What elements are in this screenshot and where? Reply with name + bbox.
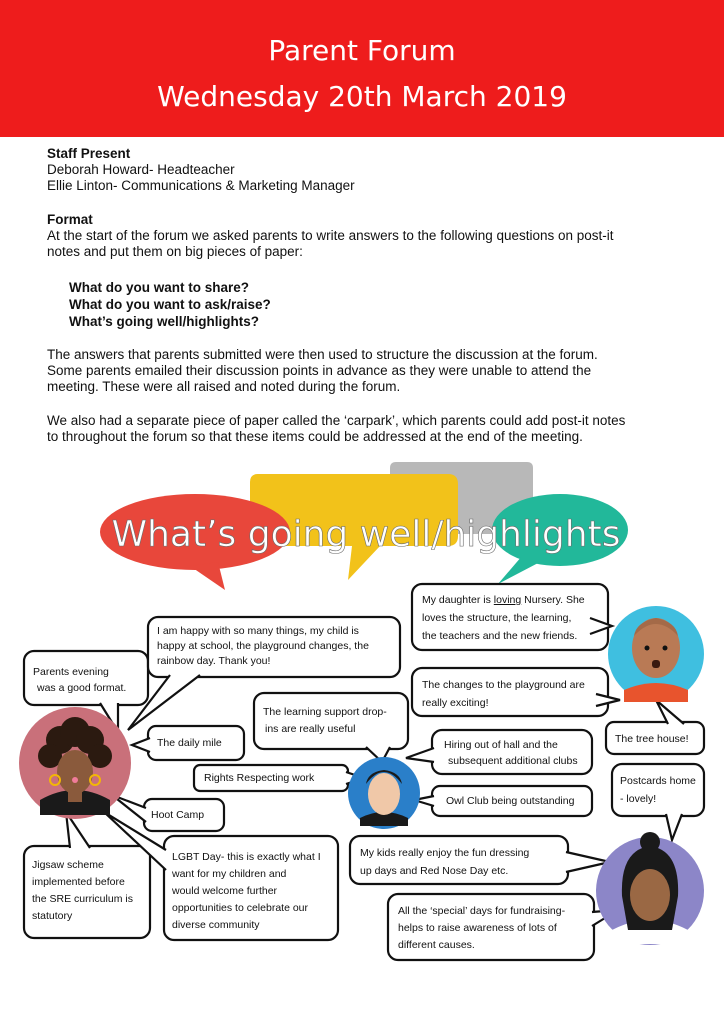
comment-line: Hiring out of hall and the xyxy=(444,739,558,751)
comment-happy xyxy=(157,624,369,669)
comment-line: would welcome further xyxy=(172,885,278,897)
paragraph-line: Some parents emailed their discussion points in advance as they were unable to attend the xyxy=(47,363,592,378)
banner-title: What’s going well/highlights xyxy=(111,514,621,555)
format-intro: notes and put them on big pieces of paper: xyxy=(47,244,303,259)
comment-line: the SRE curriculum is xyxy=(32,893,133,905)
question-item: What do you want to share? xyxy=(69,280,250,295)
paragraph-line: meeting. These were all raised and noted during the forum. xyxy=(47,379,401,394)
comment-line: Hoot Camp xyxy=(151,809,205,821)
comment-line: The learning support drop- xyxy=(263,706,387,718)
comment-hiring-hall xyxy=(444,737,578,769)
comment-postcards xyxy=(620,772,696,808)
comment-special-days xyxy=(398,903,565,954)
format-heading: Format xyxy=(47,212,93,227)
comment-line: really exciting! xyxy=(422,697,489,709)
comment-line: All the ‘special’ days for fundraising- xyxy=(398,905,566,917)
comment-fragment: Nursery. She xyxy=(521,594,585,606)
comment-nursery xyxy=(422,591,585,645)
comment-line: statutory xyxy=(32,910,73,922)
avatar-man-center xyxy=(348,757,420,829)
banner-bubbles xyxy=(100,462,628,590)
comment-hoot-camp xyxy=(151,807,204,823)
comment-line: Jigsaw scheme xyxy=(32,859,104,871)
comment-line: the teachers and the new friends. xyxy=(422,630,578,642)
comment-line: implemented before xyxy=(32,876,125,888)
comment-rights-respecting xyxy=(204,770,314,786)
comment-line: helps to raise awareness of lots of xyxy=(398,922,557,934)
staff-member: Deborah Howard- Headteacher xyxy=(47,162,235,177)
comment-jigsaw xyxy=(32,857,133,925)
comment-daily-mile xyxy=(157,735,222,751)
comment-tree-house xyxy=(615,731,689,747)
comment-line: The changes to the playground are xyxy=(422,679,585,691)
comment-line: Owl Club being outstanding xyxy=(446,795,575,807)
comment-playground xyxy=(422,676,585,712)
staff-member: Ellie Linton- Communications & Marketing Manager xyxy=(47,178,355,193)
comment-learning-support xyxy=(263,704,387,738)
comment-line: different causes. xyxy=(398,939,475,951)
comment-fragment-underlined: loving xyxy=(493,594,522,606)
comment-line: loves the structure, the learning, xyxy=(422,612,572,624)
comment-line: diverse community xyxy=(172,919,260,931)
comment-line: Rights Respecting work xyxy=(204,772,315,784)
comment-line: subsequent additional clubs xyxy=(448,755,578,767)
comment-line: up days and Red Nose Day etc. xyxy=(360,865,509,877)
comment-fragment: My daughter is xyxy=(422,594,494,606)
comment-lgbt xyxy=(172,849,321,934)
comment-line: happy at school, the playground changes, the xyxy=(157,640,369,652)
paragraph-line: The answers that parents submitted were then used to structure the discussion at the forum. xyxy=(47,347,598,362)
comment-line: ins are really useful xyxy=(265,723,356,735)
staff-heading: Staff Present xyxy=(47,146,131,161)
paragraph-line: We also had a separate piece of paper called the ‘carpark’, which parents could add post-it notes xyxy=(47,413,626,428)
comment-line: I am happy with so many things, my child is xyxy=(157,625,359,637)
paragraph-line: to throughout the forum so that these items could be addressed at the end of the meeting. xyxy=(47,429,583,444)
comment-line: want for my children and xyxy=(172,868,287,880)
comment-line: LGBT Day- this is exactly what I xyxy=(172,851,321,863)
comment-parents-evening xyxy=(33,664,126,696)
comment-line: The tree house! xyxy=(615,733,689,745)
page-title: Parent Forum xyxy=(268,34,456,67)
comment-line: The daily mile xyxy=(157,737,222,749)
comment-line: - lovely! xyxy=(620,793,657,805)
page-date: Wednesday 20th March 2019 xyxy=(157,80,567,113)
comment-line: Parents evening xyxy=(33,666,109,678)
comment-line: opportunities to celebrate our xyxy=(172,902,309,914)
question-item: What do you want to ask/raise? xyxy=(69,297,271,312)
comment-line: My kids really enjoy the fun dressing xyxy=(360,847,530,859)
comment-line: Postcards home xyxy=(620,775,696,787)
avatar-woman-right xyxy=(596,832,704,945)
avatar-man-top-right xyxy=(608,606,704,702)
comment-owl-club xyxy=(446,793,574,809)
format-intro: At the start of the forum we asked parents to write answers to the following questions on post-it xyxy=(47,228,614,243)
comment-line: was a good format. xyxy=(37,682,127,694)
comment-dressing-up xyxy=(360,844,529,880)
question-item: What’s going well/highlights? xyxy=(69,314,259,329)
avatar-woman-left xyxy=(19,707,131,819)
comment-line: rainbow day. Thank you! xyxy=(157,655,271,667)
comment-line xyxy=(422,591,585,609)
